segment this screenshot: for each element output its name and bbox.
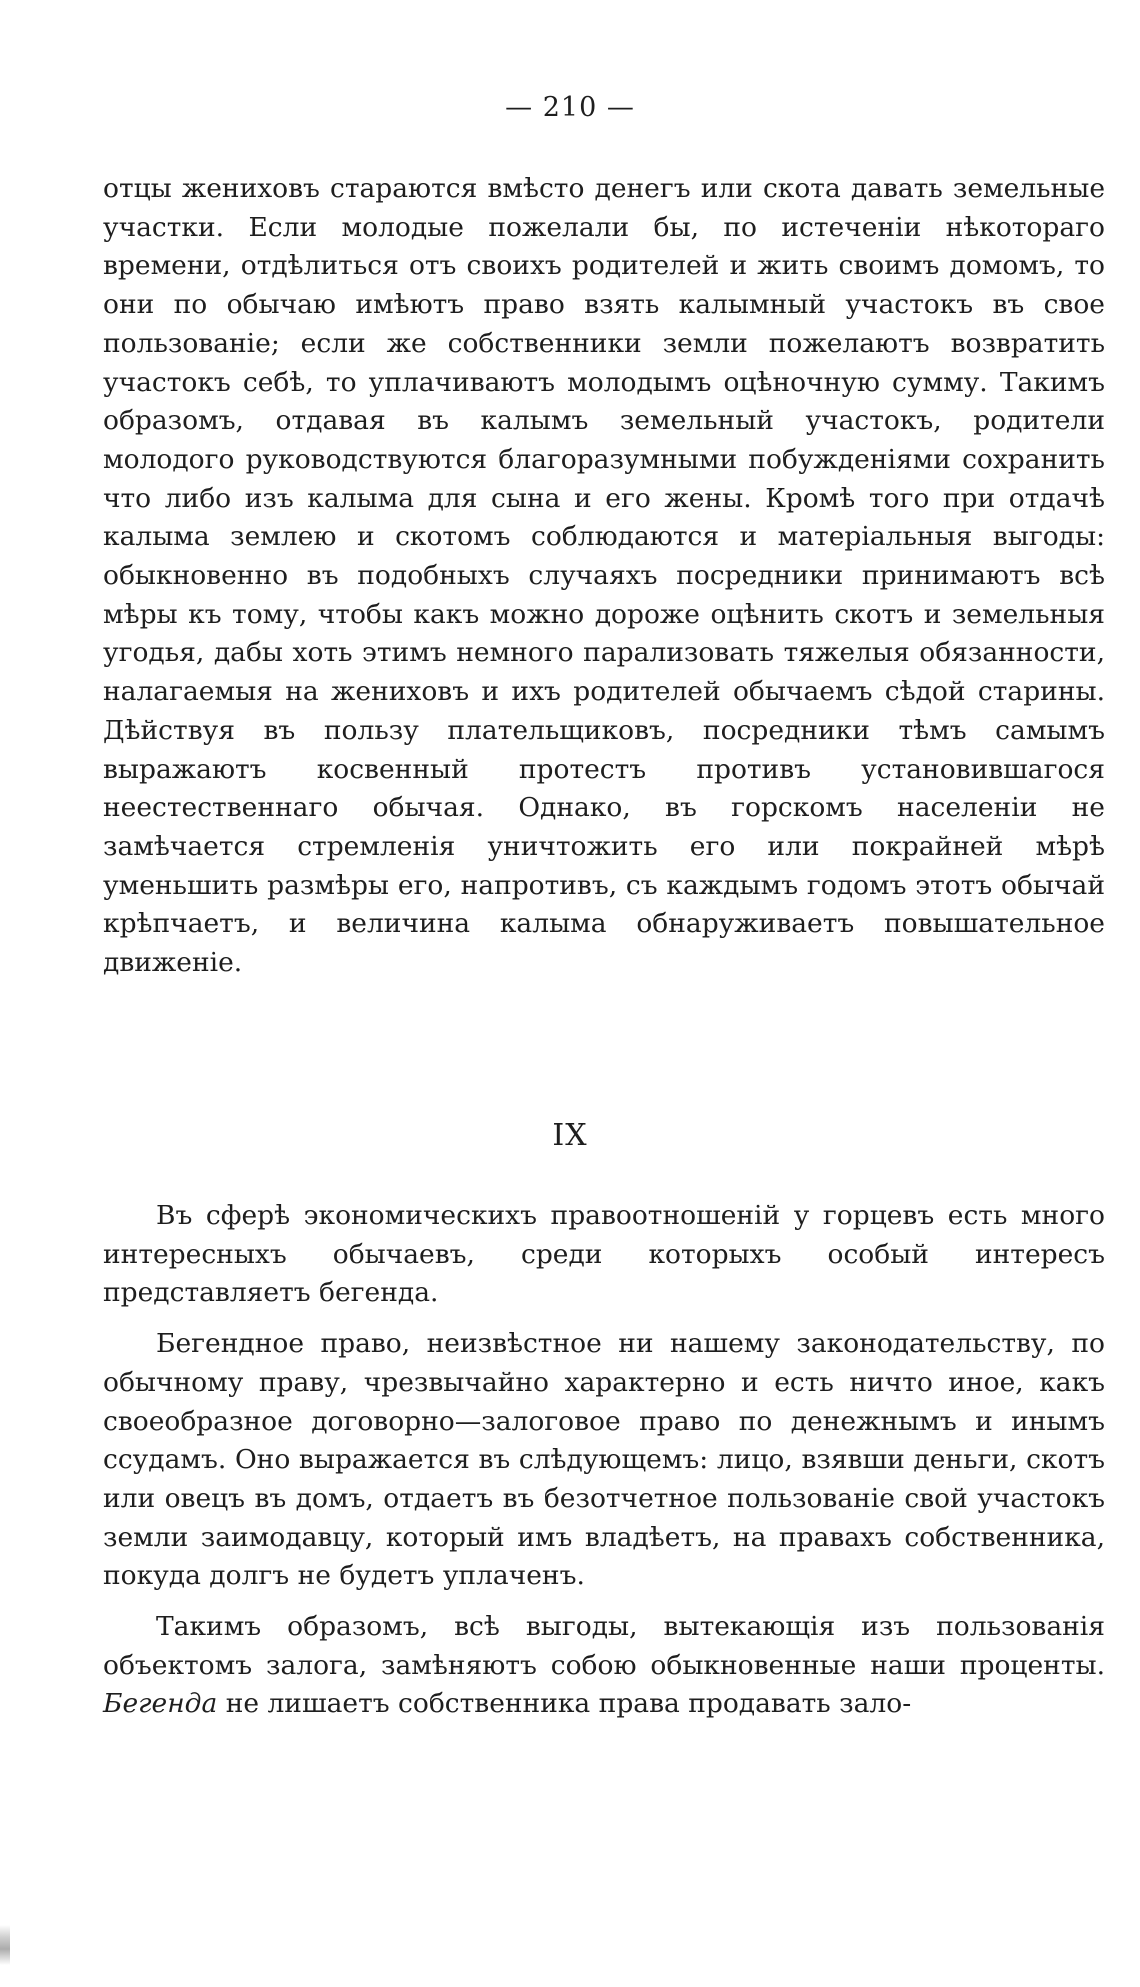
scan-edge-mark xyxy=(0,1925,10,1965)
main-text-block xyxy=(103,170,1105,983)
paragraph-3: Бегендное право, неизвѣстное ни нашему законодательству, по обычному праву, чрезвычайно характерно и есть ничто иное, какъ своеобразное договорно—залоговое право по денежнымъ и инымъ ссудамъ. Оно выражается въ слѣдующемъ: лицо, взявши деньги, скотъ или овецъ въ домъ, отдаетъ въ безотчетное пользованіе свой участокъ земли заимодавцу, который имъ владѣетъ, на правахъ собственника, покуда долгъ не будетъ уплаченъ. xyxy=(103,1328,1105,1592)
page-number: — 210 — xyxy=(505,92,635,123)
paragraph-2: Въ сферѣ экономическихъ правоотношеній у горцевъ есть много интересныхъ обычаевъ, среди которыхъ особый интересъ представляетъ бегенда. xyxy=(103,1200,1105,1309)
paragraph-4-text-before: Такимъ образомъ, всѣ выгоды, вытекающія изъ пользованія объектомъ залога, замѣняютъ собою обыкновенные наши проценты. xyxy=(103,1611,1105,1681)
section-text-block xyxy=(103,1197,1105,1724)
paragraph-4 xyxy=(103,1608,1105,1724)
paragraph-4-text-after: не лишаетъ собственника права продавать зало- xyxy=(217,1688,912,1720)
paragraph-1: отцы жениховъ стараются вмѣсто денегъ или скота давать земельные участки. Если молодые пожелали бы, по истеченіи нѣкотораго времени, отдѣлиться отъ своихъ родителей и жить своимъ домомъ, то они по обычаю имѣютъ право взять калымный участокъ въ свое пользованіе; если же собственники земли пожелаютъ возвратить участокъ себѣ, то уплачиваютъ молодымъ оцѣночную сумму. Такимъ образомъ, отдавая въ калымъ земельный участокъ, родители молодого руководствуются благоразумными побужденіями сохранить что либо изъ калыма для сына и его жены. Кромѣ того при отдачѣ калыма землею и скотомъ соблюдаются и матеріальныя выгоды: обыкновенно въ подобныхъ случаяхъ посредники принимаютъ всѣ мѣры къ тому, чтобы какъ можно дороже оцѣнить скотъ и земельныя угодья, дабы хоть этимъ немного парализовать тяжелыя обязанности, налагаемыя на жениховъ и ихъ родителей обычаемъ сѣдой старины. Дѣйствуя въ пользу плательщиковъ, посредники тѣмъ самымъ выражаютъ косвенный протестъ противъ установившагося неестественнаго обычая. Однако, въ горскомъ населеніи не замѣчается стремленія уничтожить его или покрайней мѣрѣ уменьшить размѣры его, напротивъ, съ каждымъ годомъ этотъ обычай крѣпчаетъ, и величина калыма обнаруживаетъ повышательное движеніе. xyxy=(103,173,1105,979)
italic-term-begenda: Бегенда xyxy=(103,1688,218,1720)
section-heading: IX xyxy=(552,1118,588,1153)
